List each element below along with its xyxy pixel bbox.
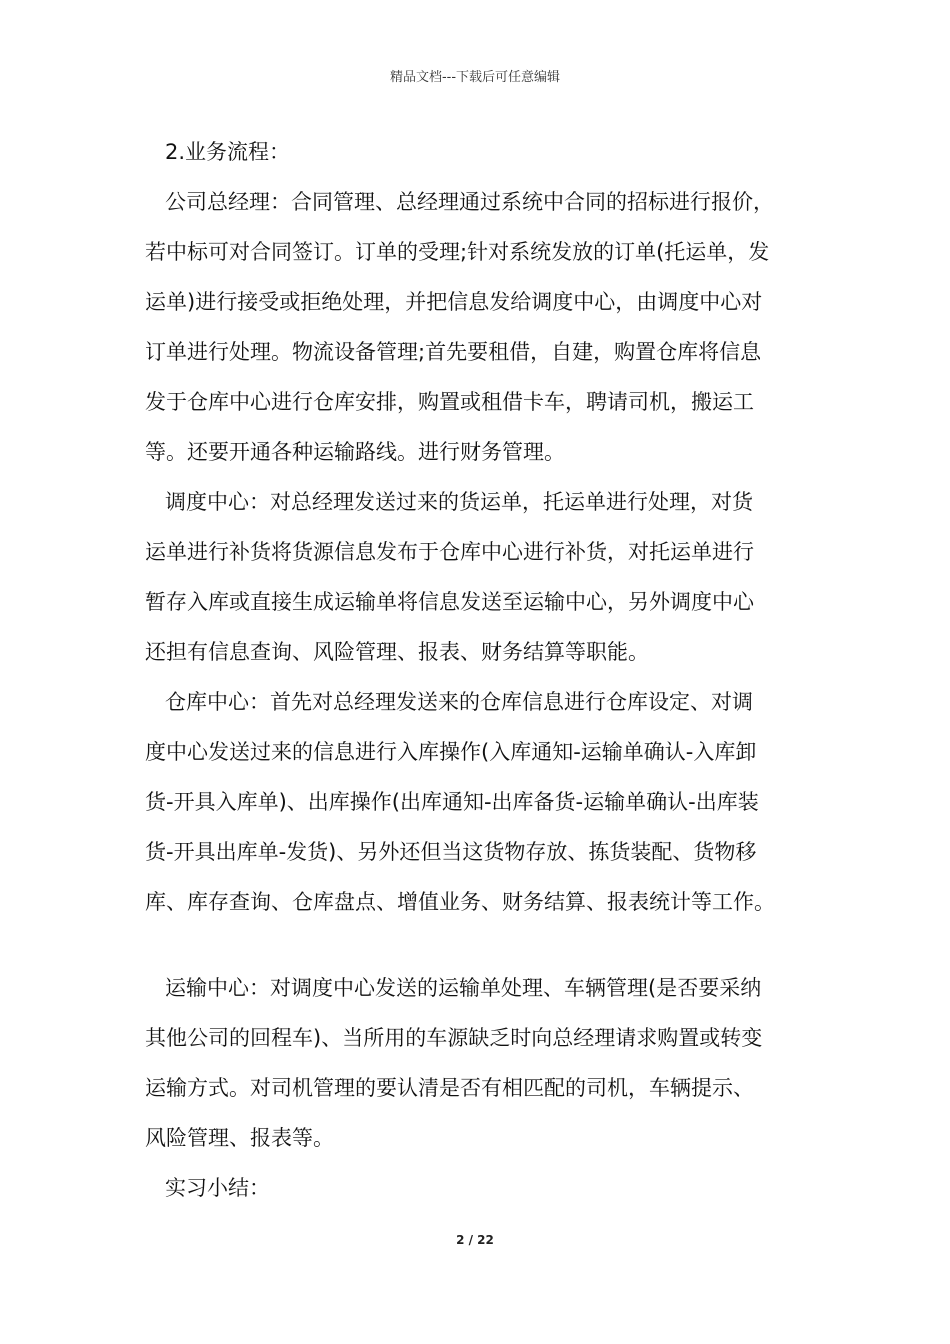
- closing-heading: 实习小结：: [165, 1176, 270, 1200]
- paragraph-line: 仓库中心：首先对总经理发送来的仓库信息进行仓库设定、对调: [165, 690, 753, 714]
- paragraph-dispatch-center: [145, 482, 835, 682]
- paragraph-line: 订单进行处理。物流设备管理;首先要租借，自建，购置仓库将信息: [145, 340, 762, 364]
- page-number: 2 / 22: [456, 1233, 494, 1247]
- paragraph-line: 运输方式。对司机管理的要认清是否有相匹配的司机，车辆提示、: [145, 1076, 754, 1100]
- paragraph-transport-center: [145, 968, 835, 1168]
- paragraph-line: 运单进行补货将货源信息发布于仓库中心进行补货，对托运单进行: [145, 540, 754, 564]
- document-body: [145, 132, 835, 1218]
- paragraph-line: 调度中心：对总经理发送过来的货运单，托运单进行处理，对货: [165, 490, 753, 514]
- paragraph-line: 运输中心：对调度中心发送的运输单处理、车辆管理(是否要采纳: [165, 976, 762, 1000]
- paragraph-line: 暂存入库或直接生成运输单将信息发送至运输中心，另外调度中心: [145, 590, 754, 614]
- section-heading: 2.业务流程：: [165, 140, 291, 164]
- paragraph-line: 其他公司的回程车)、当所用的车源缺乏时向总经理请求购置或转变: [145, 1026, 763, 1050]
- paragraph-line: 等。还要开通各种运输路线。进行财务管理。: [145, 440, 565, 464]
- paragraph-line: 发于仓库中心进行仓库安排，购置或租借卡车，聘请司机，搬运工: [145, 390, 754, 414]
- paragraph-line: 货-开具入库单)、出库操作(出库通知-出库备货-运输单确认-出库装: [145, 790, 759, 814]
- paragraph-line: 运单)进行接受或拒绝处理，并把信息发给调度中心，由调度中心对: [145, 290, 763, 314]
- paragraph-line: 货-开具出库单-发货)、另外还但当这货物存放、拣货装配、货物移: [145, 840, 757, 864]
- paragraph-line: 库、库存查询、仓库盘点、增值业务、财务结算、报表统计等工作。: [145, 890, 775, 914]
- paragraph-general-manager: [145, 182, 835, 482]
- paragraph-line: 风险管理、报表等。: [145, 1126, 334, 1150]
- paragraph-line: 公司总经理：合同管理、总经理通过系统中合同的招标进行报价，: [165, 190, 774, 214]
- header-text: 精品文档---下载后可任意编辑: [389, 70, 561, 85]
- paragraph-warehouse-center: [145, 682, 835, 932]
- page-header: [0, 66, 950, 85]
- paragraph-line: 若中标可对合同签订。订单的受理;针对系统发放的订单(托运单，发: [145, 240, 770, 264]
- paragraph-spacer: [145, 932, 835, 968]
- page-footer: [0, 1233, 950, 1247]
- paragraph-line: 还担有信息查询、风险管理、报表、财务结算等职能。: [145, 640, 649, 664]
- paragraph-line: 度中心发送过来的信息进行入库操作(入库通知-运输单确认-入库卸: [145, 740, 757, 764]
